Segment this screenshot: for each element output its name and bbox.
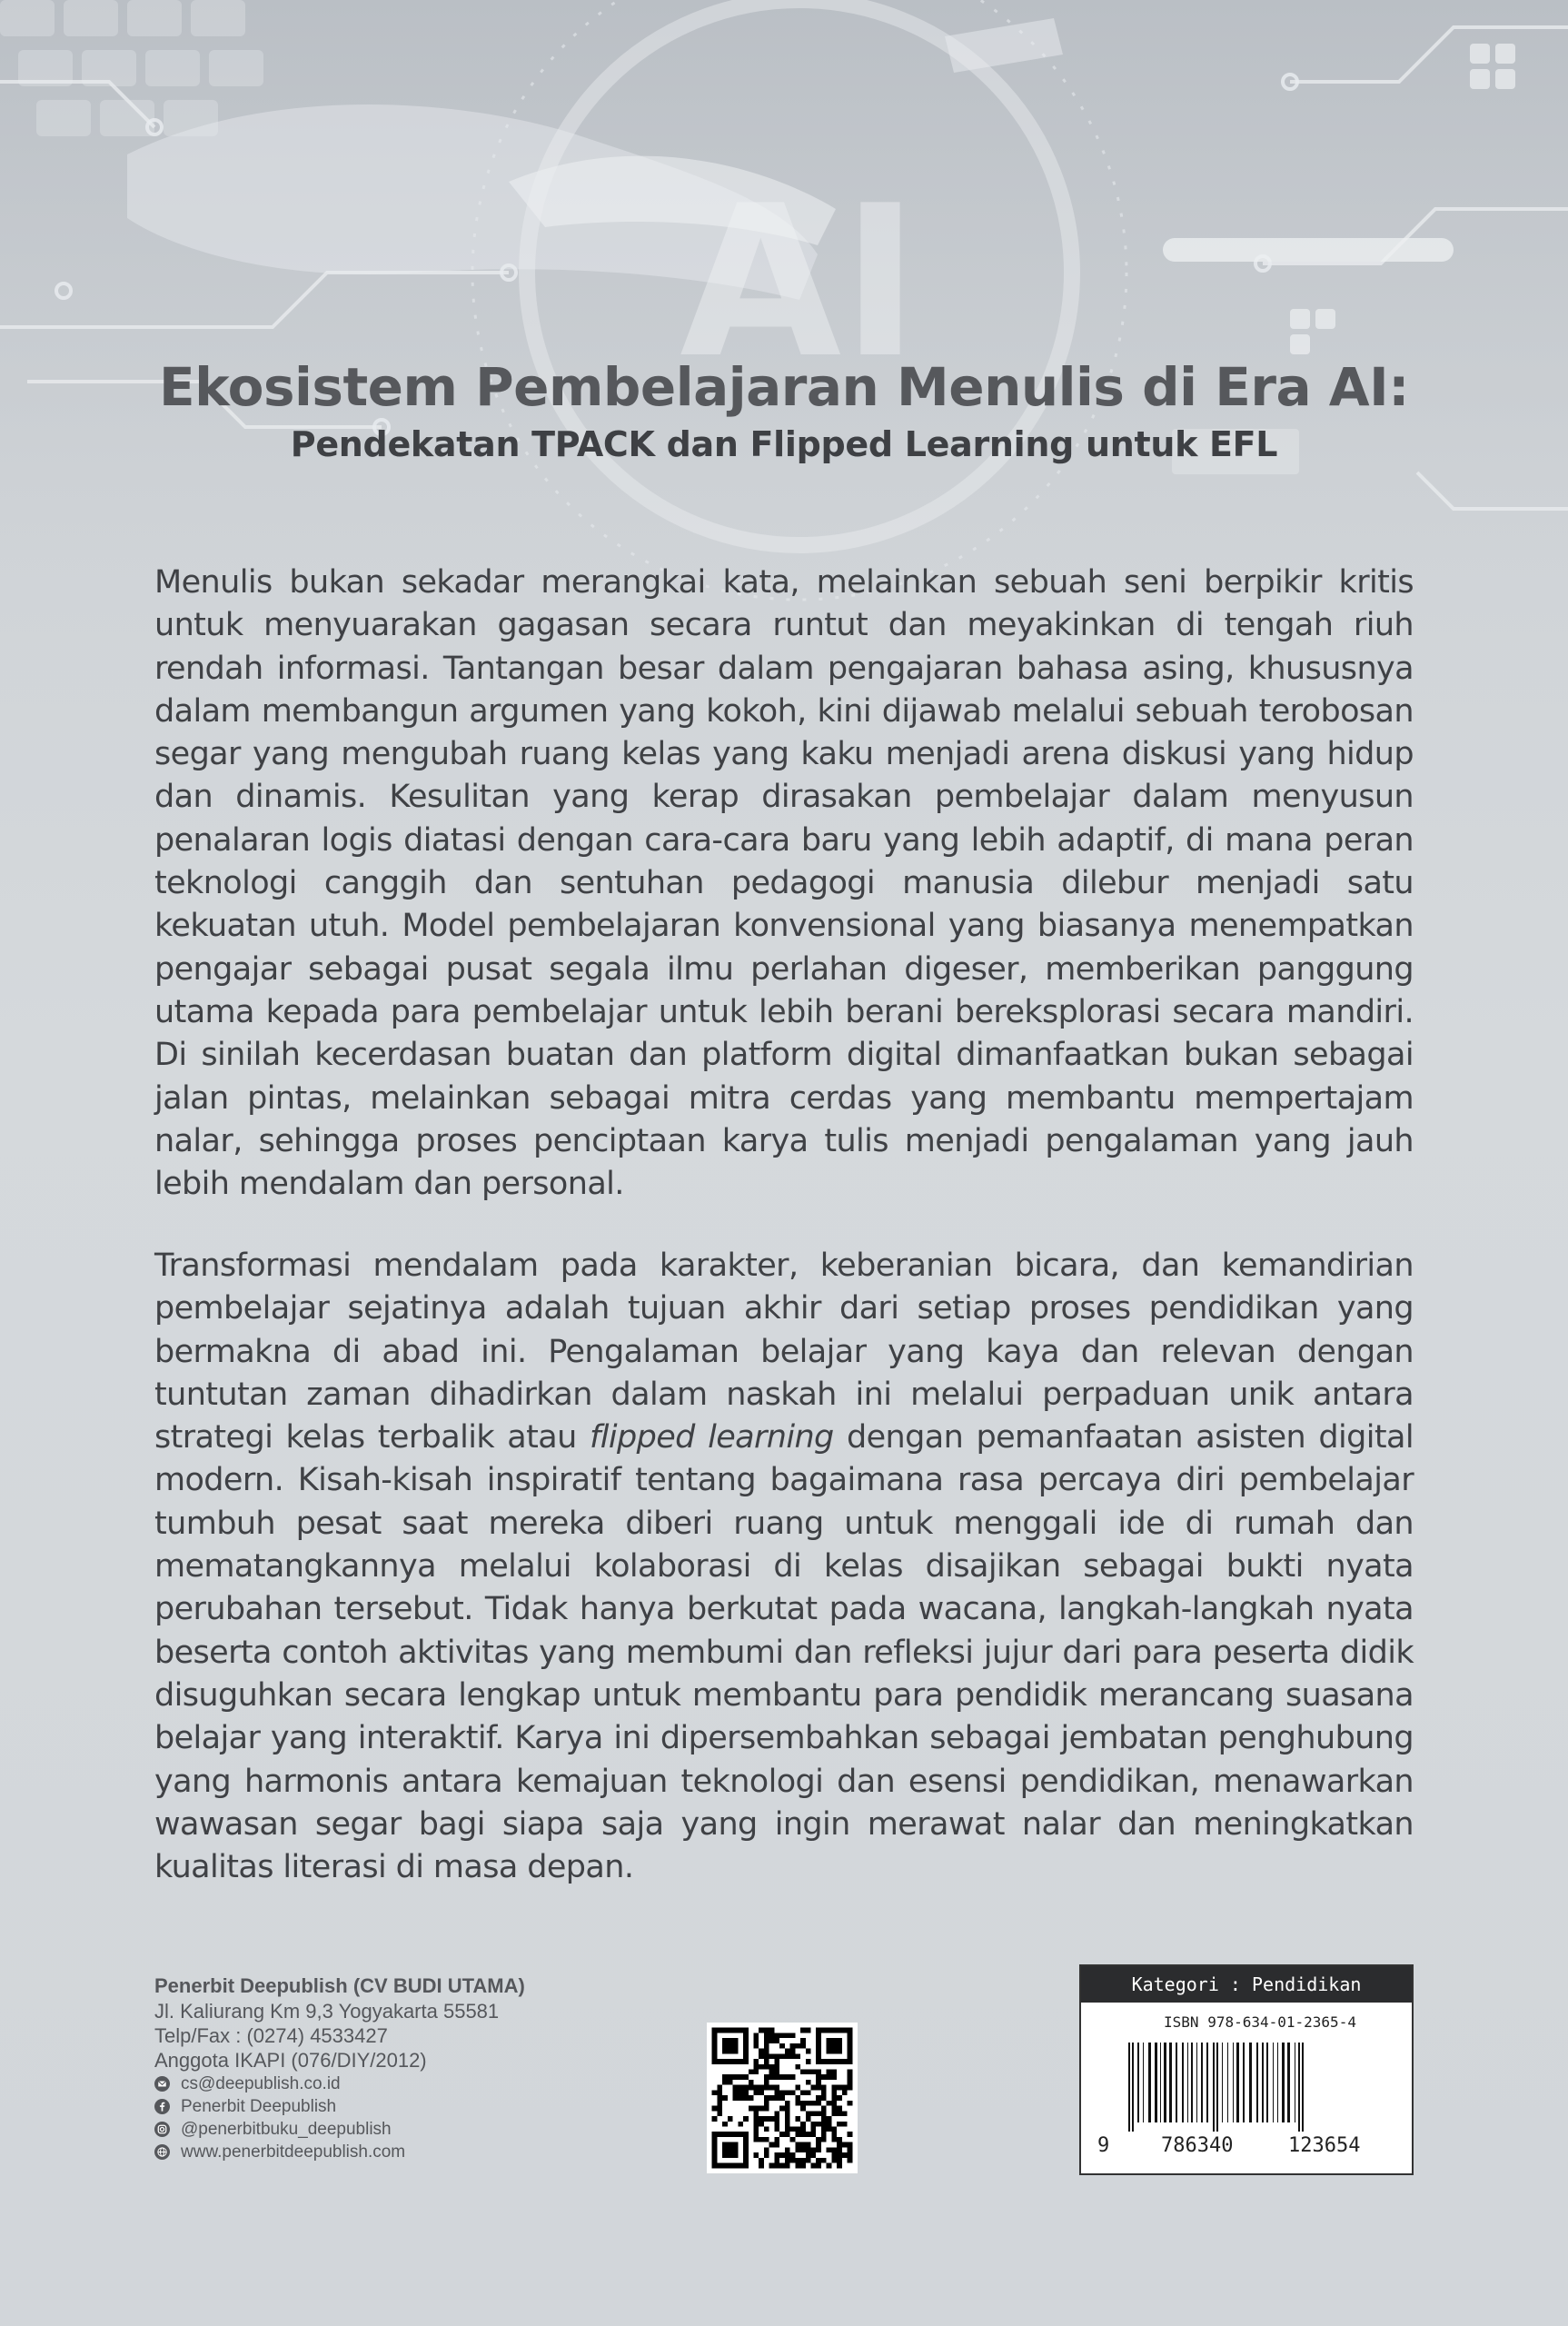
book-subtitle: Pendekatan TPACK dan Flipped Learning untuk EFL xyxy=(290,424,1278,464)
contact-text: @penerbitbuku_deepublish xyxy=(181,2120,392,2139)
blurb-paragraph-2 xyxy=(154,1245,1414,1889)
barcode-digit-first: 9 xyxy=(1097,2134,1110,2157)
publisher-name: Penerbit Deepublish (CV BUDI UTAMA) xyxy=(154,1974,525,1997)
isbn-number: ISBN 978-634-01-2365-4 xyxy=(1164,2013,1356,2031)
barcode-digits-left: 786340 xyxy=(1161,2134,1234,2157)
contact-text: Penerbit Deepublish xyxy=(181,2097,337,2116)
contact-text: www.penerbitdeepublish.com xyxy=(181,2142,406,2162)
barcode-digits-right: 123654 xyxy=(1288,2134,1361,2157)
instagram-icon xyxy=(154,2122,170,2137)
facebook-icon xyxy=(154,2099,170,2114)
email-icon xyxy=(154,2076,170,2092)
isbn-barcode-box xyxy=(1079,1964,1414,2175)
publisher-address: Jl. Kaliurang Km 9,3 Yogyakarta 55581 xyxy=(154,2000,500,2023)
blurb-italic-term: flipped learning xyxy=(590,1419,834,1456)
contact-email xyxy=(154,2073,663,2095)
publisher-info xyxy=(154,1973,663,2163)
contact-facebook xyxy=(154,2095,663,2118)
category-label: Kategori : Pendidikan xyxy=(1081,1966,1412,2003)
blurb-text: dengan pemanfaatan asisten digital modern. Kisah-kisah inspiratif tentang bagaimana rasa percaya diri pembelajar tumbuh pesat saat mereka diberi ruang untuk menggali ide di rumah dan mematangkannya melalui kolaborasi di kelas disajikan sebagai bukti nyata perubahan tersebut. Tidak hanya berkutat pada wacana, langkah-langkah nyata beserta contoh aktivitas yang membumi dan refleksi jujur dari para peserta didik disuguhkan secara lengkap untuk membantu para pendidik merancang suasana belajar yang interaktif. Karya ini dipersembahkan sebagai jembatan penghubung yang harmonis antara kemajuan teknologi dan esensi pendidikan, menawarkan wawasan segar bagi siapa saja yang ingin merawat nalar dan meningkatkan kualitas literasi di masa depan. xyxy=(154,1419,1414,1886)
qr-code[interactable] xyxy=(707,2023,858,2173)
publisher-membership: Anggota IKAPI (076/DIY/2012) xyxy=(154,2049,427,2072)
globe-icon xyxy=(154,2144,170,2160)
blurb-paragraph-1: Menulis bukan sekadar merangkai kata, melainkan sebuah seni berpikir kritis untuk menyuarakan gagasan secara runtut dan meyakinkan di tengah riuh rendah informasi. Tantangan besar dalam pengajaran bahasa asing, khususnya dalam membangun argumen yang kokoh, kini dijawab melalui sebuah terobosan segar yang mengubah ruang kelas yang kaku menjadi arena diskusi yang hidup dan dinamis. Kesulitan yang kerap dirasakan pembelajar dalam menyusun penalaran logis diatasi dengan cara-cara baru yang lebih adaptif, di mana peran teknologi canggih dan sentuhan pedagogi manusia dilebur menjadi satu kekuatan utuh. Model pembelajaran konvensional yang biasanya menempatkan pengajar sebagai pusat segala ilmu perlahan digeser, memberikan panggung utama kepada para pembelajar untuk lebih berani bereksplorasi secara mandiri. Di sinilah kecerdasan buatan dan platform digital dimanfaatkan bukan sebagai jalan pintas, melainkan sebagai mitra cerdas yang membantu mempertajam nalar, sehingga proses penciptaan karya tulis menjadi pengalaman yang jauh lebih mendalam dan personal. xyxy=(154,564,1414,1203)
publisher-phone: Telp/Fax : (0274) 4533427 xyxy=(154,2024,388,2047)
ai-watermark: AI xyxy=(680,162,919,404)
contact-text: cs@deepublish.co.id xyxy=(181,2074,341,2093)
contact-instagram xyxy=(154,2118,663,2141)
title-block xyxy=(0,353,1568,467)
blurb-text: Transformasi mendalam pada karakter, keberanian bicara, dan kemandirian pembelajar sejatinya adalah tujuan akhir dari setiap proses pendidikan yang bermakna di abad ini. Pengalaman belajar yang kaya dan relevan dengan tuntutan zaman dihadirkan dalam naskah ini melalui perpaduan unik antara strategi kelas terbalik atau xyxy=(154,1247,1414,1456)
barcode-bars xyxy=(1128,2043,1374,2133)
contact-website xyxy=(154,2141,663,2163)
book-title: Ekosistem Pembelajaran Menulis di Era AI: xyxy=(159,356,1409,418)
